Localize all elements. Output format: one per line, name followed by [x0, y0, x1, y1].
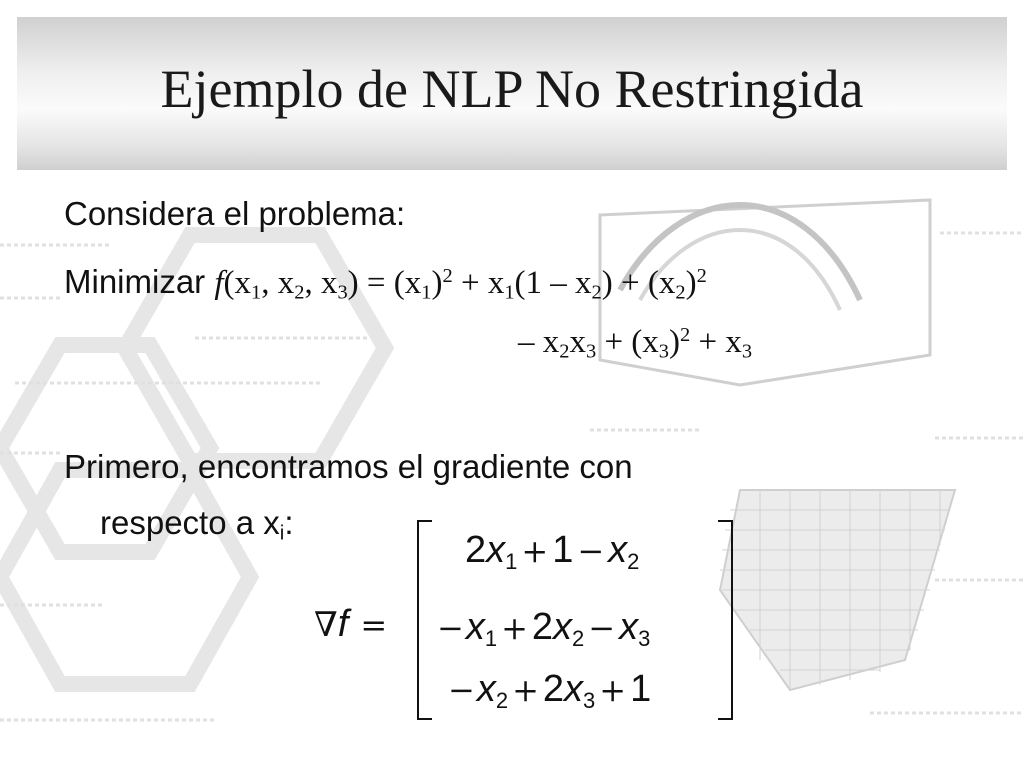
number: 1 — [630, 668, 652, 710]
function-symbol: f — [214, 265, 224, 301]
math-text: ) + (x — [601, 265, 676, 301]
operator: − — [437, 609, 464, 647]
subscript: 1 — [504, 281, 515, 304]
subscript: 3 — [741, 340, 753, 363]
operator: + — [599, 671, 627, 709]
right-bracket — [718, 521, 732, 719]
number: 2 — [542, 668, 565, 710]
subscript: 2 — [627, 549, 640, 574]
subscript: 2 — [559, 340, 570, 363]
operator: + — [501, 609, 528, 647]
math-text: , x — [261, 265, 295, 301]
variable: x — [619, 606, 639, 648]
left-bracket — [418, 521, 432, 719]
nabla-symbol: ∇ — [314, 605, 338, 645]
subscript: 1 — [484, 626, 498, 651]
variable: x — [486, 529, 506, 571]
math-text: x — [569, 324, 586, 360]
superscript: 2 — [680, 323, 691, 346]
intro-text: Considera el problema: — [64, 195, 406, 232]
subscript: 1 — [505, 549, 518, 574]
subscript: 3 — [585, 340, 597, 363]
math-text: (x — [223, 265, 252, 301]
math-text: + (x — [596, 324, 659, 360]
objective-line-1 — [64, 262, 707, 303]
variable: x — [608, 529, 628, 571]
gradient-row-2 — [437, 605, 650, 661]
superscript: 2 — [442, 264, 453, 287]
subscript: 3 — [337, 281, 348, 304]
gradient-text: respecto a x — [100, 504, 280, 541]
number: 2 — [531, 606, 554, 648]
title-bar — [17, 17, 1007, 170]
gradient-text: : — [284, 504, 294, 541]
gradient-text-line-2 — [100, 503, 293, 543]
subscript: 1 — [421, 281, 432, 304]
math-text: , x — [304, 265, 338, 301]
gradient-row-3 — [448, 667, 651, 723]
subscript: i — [279, 521, 285, 545]
math-text: ) = (x — [347, 265, 422, 301]
subscript: 3 — [638, 626, 651, 651]
gradient-row-1 — [465, 528, 639, 584]
math-text: (1 – x — [514, 265, 592, 301]
gradient-f: f — [337, 603, 349, 645]
operator: + — [521, 532, 549, 570]
math-text: – x — [518, 324, 560, 360]
math-text: ) — [669, 324, 681, 360]
minimize-label: Minimizar — [64, 263, 206, 300]
math-text: + x — [452, 265, 505, 301]
math-text: ) — [685, 265, 697, 301]
slide-title: Ejemplo de NLP No Restringida — [160, 59, 864, 119]
objective-function — [214, 264, 707, 304]
operator: − — [588, 609, 616, 647]
grid-region-decoration — [720, 490, 955, 690]
variable: x — [564, 668, 584, 710]
variable: x — [465, 606, 485, 648]
subscript: 1 — [251, 281, 262, 304]
objective-line-2 — [518, 322, 752, 362]
gradient-text-line-1: Primero, encontramos el gradiente con — [64, 448, 633, 485]
subscript: 2 — [591, 281, 602, 304]
variable: x — [553, 606, 573, 648]
math-text: + x — [690, 324, 742, 360]
subscript: 2 — [675, 281, 686, 304]
equals-sign: = — [360, 606, 388, 644]
operator: − — [577, 532, 605, 570]
superscript: 2 — [696, 264, 707, 287]
subscript: 3 — [658, 340, 670, 363]
math-text: ) — [431, 265, 443, 301]
number: 1 — [552, 529, 574, 571]
subscript: 2 — [572, 626, 585, 651]
subscript: 2 — [495, 688, 509, 713]
subscript: 2 — [294, 281, 305, 304]
gradient-lhs — [314, 602, 391, 647]
operator: − — [448, 671, 475, 709]
coefficient: 2 — [465, 529, 487, 571]
subscript: 3 — [583, 688, 596, 713]
variable: x — [476, 668, 496, 710]
operator: + — [512, 671, 539, 709]
